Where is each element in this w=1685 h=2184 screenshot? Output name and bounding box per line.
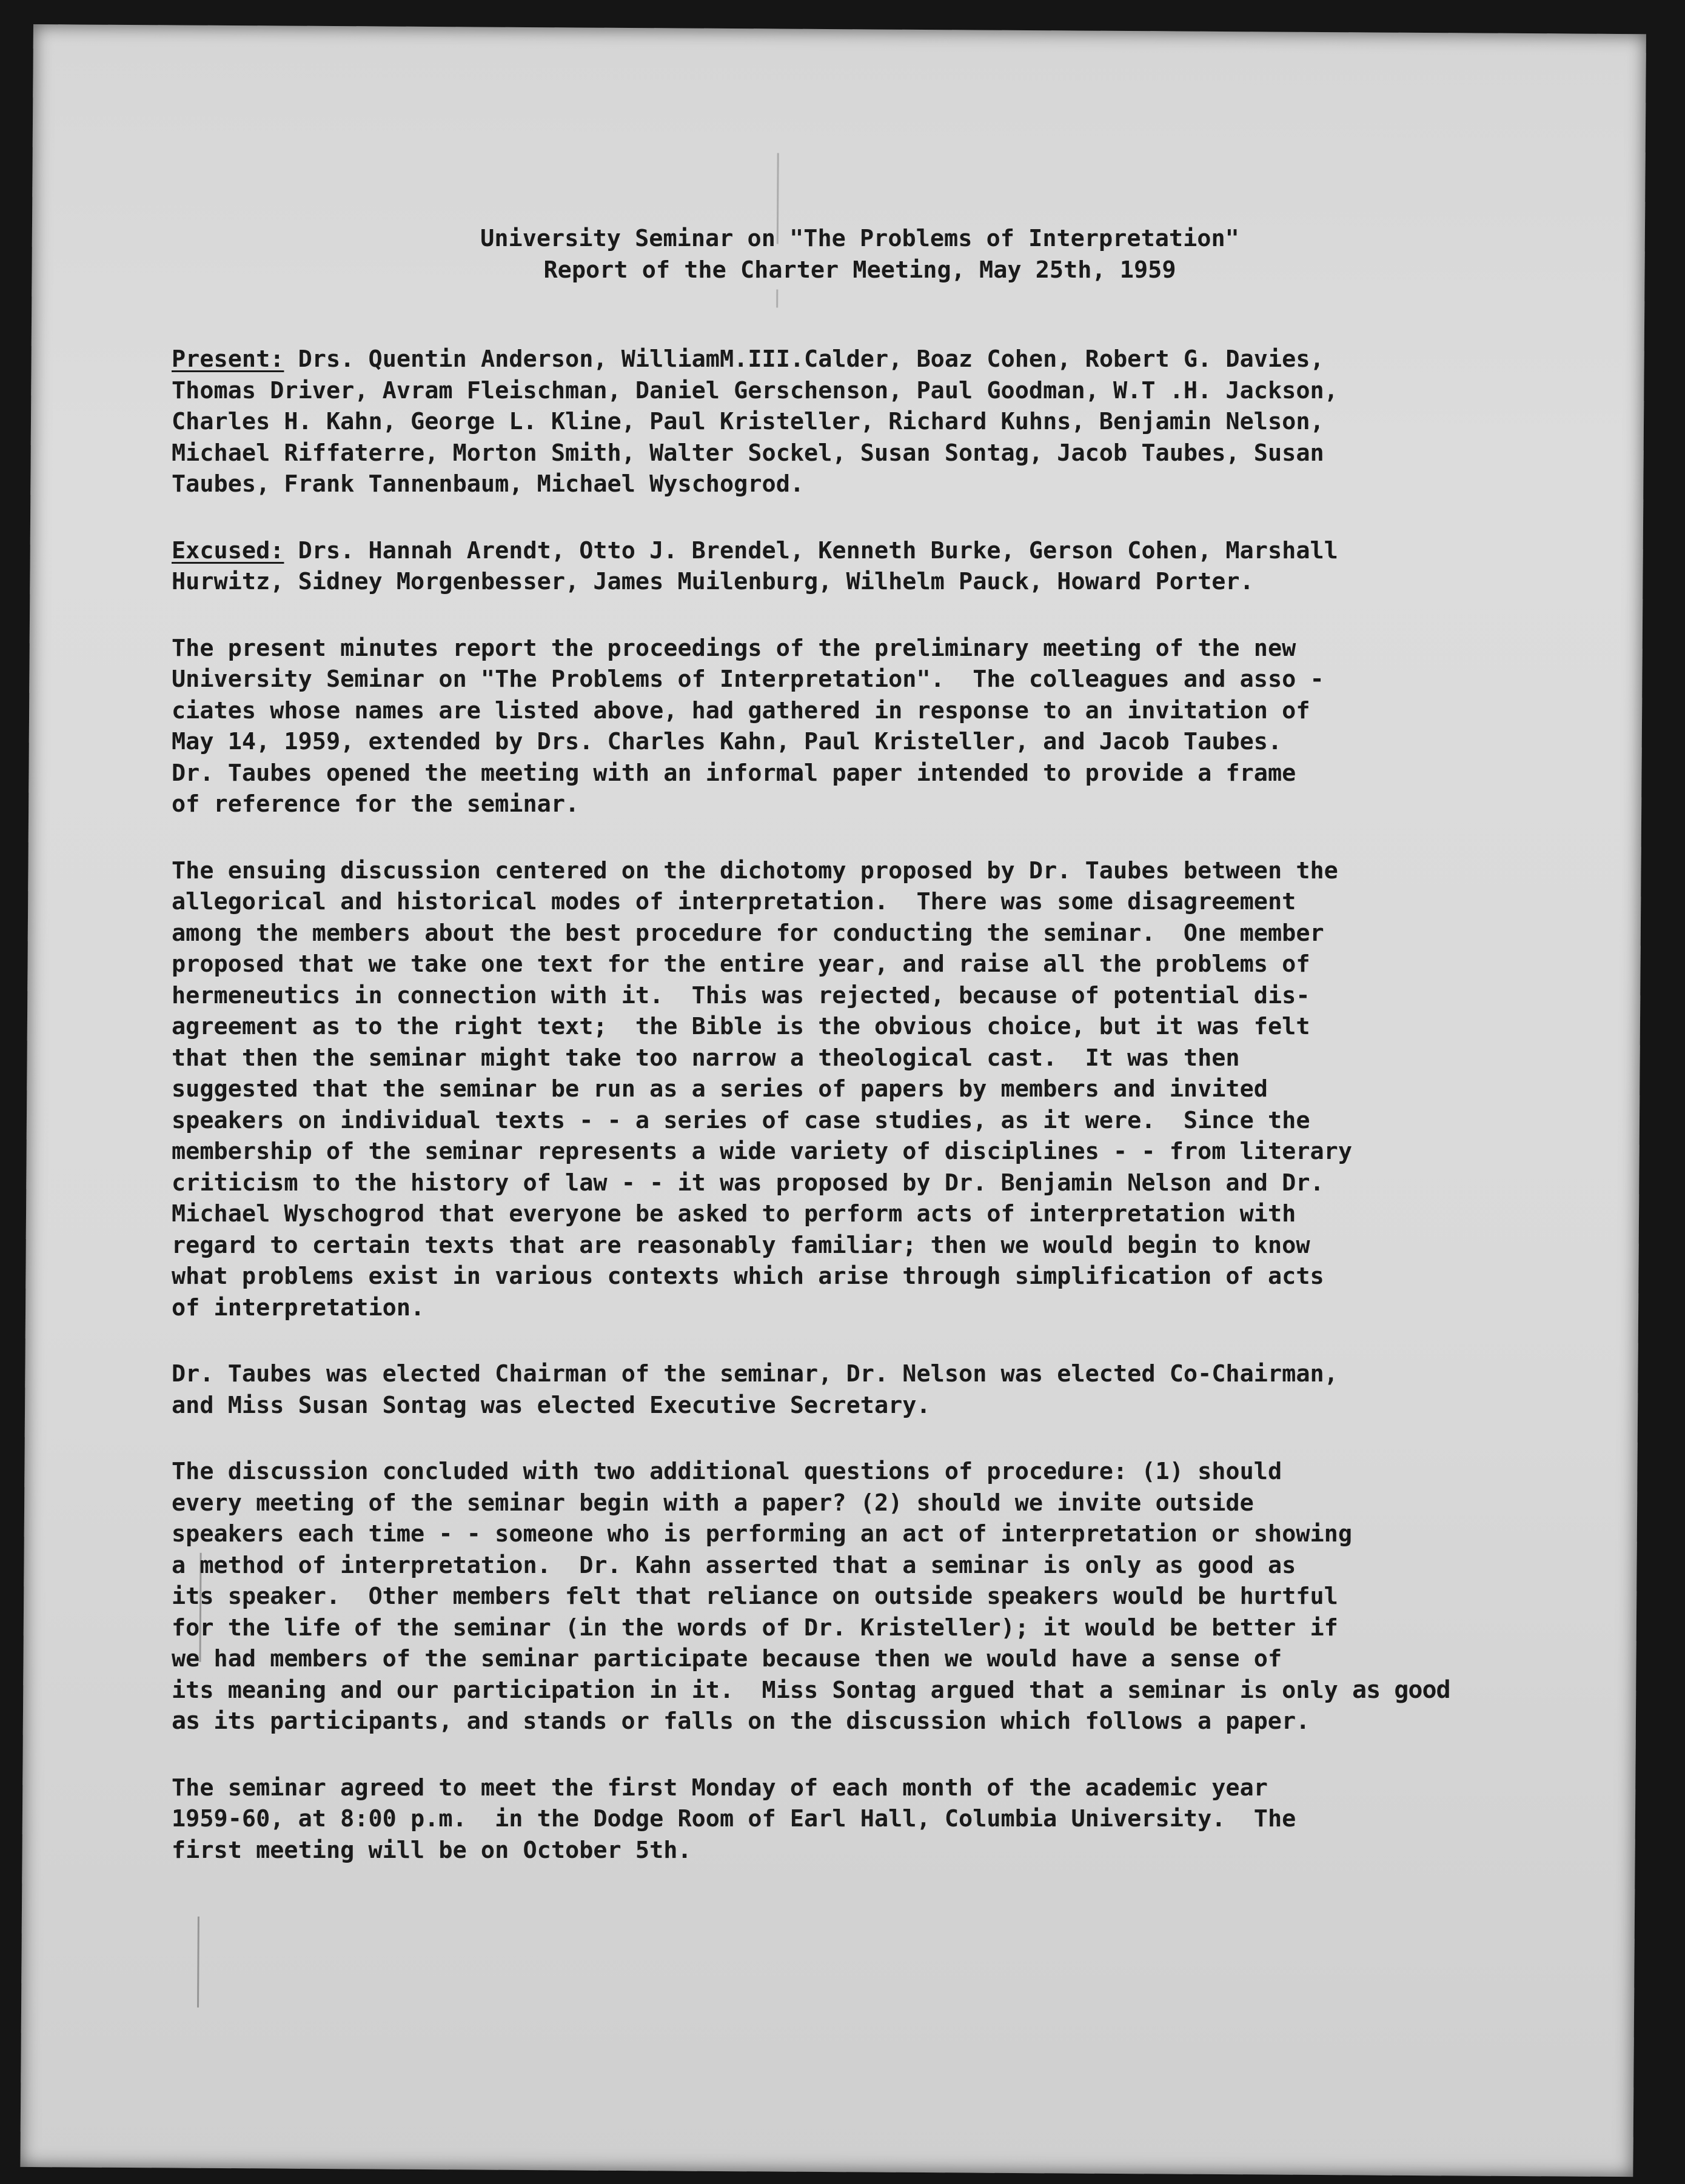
excused-line: Drs. Hannah Arendt, Otto J. Brendel, Kenneth Burke, Gerson Cohen, Marshall [284, 536, 1338, 564]
present-line: Thomas Driver, Avram Fleischman, Daniel Gerschenson, Paul Goodman, W.T .H. Jackson, [172, 376, 1338, 404]
excused-label: Excused: [172, 536, 284, 564]
title-line-2: Report of the Charter Meeting, May 25th, 1959 [543, 256, 1176, 284]
paragraph-5: The seminar agreed to meet the first Monday of each month of the academic year 1959-60, at 8:00 p.m. in the Dodge Room of Earl Hall, Columbia University. The first meeting will be on October 5th. [172, 1774, 1296, 1864]
paragraph-3: Dr. Taubes was elected Chairman of the seminar, Dr. Nelson was elected Co-Chairman, and Miss Susan Sontag was elected Executive Secretary. [172, 1360, 1338, 1419]
present-line: Michael Riffaterre, Morton Smith, Walter Sockel, Susan Sontag, Jacob Taubes, Susan [172, 439, 1324, 467]
title-line-1: University Seminar on "The Problems of Interpretation" [480, 225, 1239, 252]
paragraph-2: The ensuing discussion centered on the dichotomy proposed by Dr. Taubes between the allegorical and historical modes of interpretation. There was some disagreement among the members about the best procedure for conducting the seminar. One member proposed that we take one text for the entire year, and raise all the problems of hermeneutics in connection with it. This was rejected, because of potential dis- agreement as to the right text; the Bible is the obvious choice, but it was felt that then the seminar might take too narrow a theological cast. It was then suggested that the seminar be run as a series of papers by members and invited speakers on individual texts - - a series of case studies, as it were. Since the membership of the seminar represents a wide variety of disciplines - - from literary criticism to the history of law - - it was proposed by Dr. Benjamin Nelson and Dr. Michael Wyschogrod that everyone be asked to perform acts of interpretation with regard to certain texts that are reasonably familiar; then we would begin to know what problems exist in various contexts which arise through simplification of acts of interpretation. [172, 857, 1353, 1321]
present-line: Charles H. Kahn, George L. Kline, Paul Kristeller, Richard Kuhns, Benjamin Nelson, [172, 408, 1324, 435]
margin-pencil-mark [197, 1917, 199, 2008]
handtyped-overstrike: as good [1352, 1675, 1450, 1704]
present-section [172, 344, 1524, 500]
excused-line: Hurwitz, Sidney Morgenbesser, James Muilenburg, Wilhelm Pauck, Howard Porter. [172, 568, 1254, 595]
present-line: Drs. Quentin Anderson, WilliamM.III.Calder, Boaz Cohen, Robert G. Davies, [284, 346, 1324, 373]
present-label: Present: [172, 346, 284, 373]
typed-document [172, 223, 1524, 1866]
present-line: Taubes, Frank Tannenbaum, Michael Wyschogrod. [172, 470, 805, 498]
overstruck-prefix: as [172, 1707, 200, 1735]
paragraph-1: The present minutes report the proceedings of the preliminary meeting of the new University Seminar on "The Problems of Interpretation". The colleagues and asso - ciates whose names are listed above, had gathered in response to an invitation of May 14, 1959, extended by Drs. Charles Kahn, Paul Kristeller, and Jacob Taubes. Dr. Taubes opened the meeting with an informal paper intended to provide a frame of reference for the seminar. [172, 634, 1324, 818]
excused-section [172, 535, 1524, 598]
paragraph-4: The discussion concluded with two additional questions of procedure: (1) should every meeting of the seminar begin with a paper? (2) should we invite outside speakers each time - - someone who is performing an act of interpretation or showing a method of interpretation. Dr. Kahn asserted that a seminar is only as good as its speaker. Other members felt that reliance on outside speakers would be hurtful for the life of the seminar (in the words of Dr. Kristeller); it would be better if we had members of the seminar participate because then we would have a sense of its meaning and our participation in it. Miss Sontag argued that a seminar is only as good as its participants, and stands or falls on the discussion which follows a paper. [172, 1458, 1450, 1735]
